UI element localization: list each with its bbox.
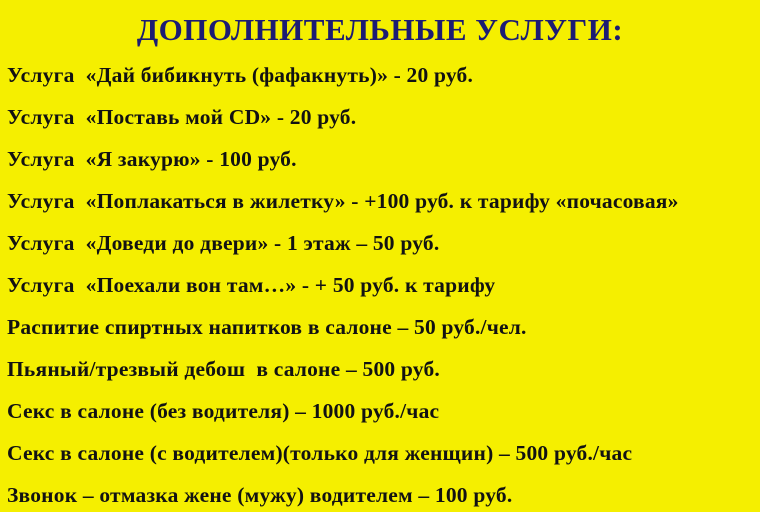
service-line: Услуга «Доведи до двери» - 1 этаж – 50 руб. xyxy=(7,231,440,255)
service-line: Секс в салоне (без водителя) – 1000 руб./час xyxy=(7,399,440,423)
service-line: Услуга «Поехали вон там…» - + 50 руб. к тарифу xyxy=(7,273,496,297)
service-line: Услуга «Дай бибикнуть (фафакнуть)» - 20 руб. xyxy=(7,63,474,87)
service-line: Услуга «Я закурю» - 100 руб. xyxy=(7,147,297,171)
service-line: Пьяный/трезвый дебош в салоне – 500 руб. xyxy=(7,357,440,381)
service-line: Услуга «Поплакаться в жилетку» - +100 руб. к тарифу «почасовая» xyxy=(7,189,679,213)
service-line: Распитие спиртных напитков в салоне – 50 руб./чел. xyxy=(7,315,527,339)
service-line: Звонок – отмазка жене (мужу) водителем – 100 руб. xyxy=(7,483,513,507)
service-list xyxy=(7,54,753,512)
service-line: Секс в салоне (с водителем)(только для женщин) – 500 руб./час xyxy=(7,441,633,465)
sign-title: ДОПОЛНИТЕЛЬНЫЕ УСЛУГИ: xyxy=(136,12,624,47)
service-line: Услуга «Поставь мой CD» - 20 руб. xyxy=(7,105,357,129)
